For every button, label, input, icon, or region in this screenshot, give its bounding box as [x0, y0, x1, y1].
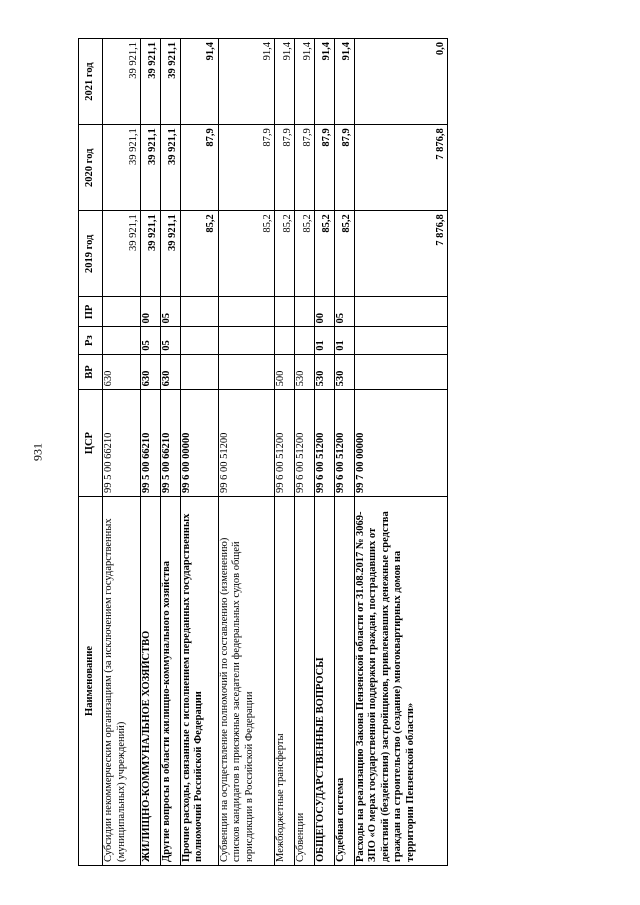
row-2020-cell: 87,9: [334, 125, 354, 211]
table-row: [218, 39, 275, 866]
row-2019-cell: 85,2: [295, 211, 315, 297]
row-rz-cell: 01: [334, 327, 354, 354]
row-vr-cell: 530: [334, 354, 354, 390]
rotated-table-container: [78, 38, 448, 866]
table-row: [160, 39, 180, 866]
row-2020-cell: 39 921,1: [103, 125, 141, 211]
row-2021-cell: 39 921,1: [160, 39, 180, 125]
header-rz: Рз: [79, 327, 103, 354]
row-vr-cell: [218, 354, 275, 390]
row-name-cell: ОБЩЕГОСУДАРСТВЕННЫЕ ВОПРОСЫ: [315, 496, 335, 865]
row-pr-cell: [354, 297, 447, 327]
row-2020-cell: 87,9: [295, 125, 315, 211]
row-pr-cell: 05: [334, 297, 354, 327]
row-csr-cell: 99 6 00 00000: [180, 390, 218, 497]
row-2019-cell: 39 921,1: [103, 211, 141, 297]
row-rz-cell: 05: [141, 327, 161, 354]
row-2021-cell: 0,0: [354, 39, 447, 125]
row-pr-cell: [103, 297, 141, 327]
table-row: [141, 39, 161, 866]
row-rz-cell: [295, 327, 315, 354]
row-name-cell: ЖИЛИЩНО-КОММУНАЛЬНОЕ ХОЗЯЙСТВО: [141, 496, 161, 865]
row-name-cell: Судебная система: [334, 496, 354, 865]
row-pr-cell: 00: [315, 297, 335, 327]
row-2019-cell: 85,2: [218, 211, 275, 297]
row-vr-cell: 500: [275, 354, 295, 390]
row-2020-cell: 39 921,1: [141, 125, 161, 211]
row-csr-cell: 99 5 00 66210: [160, 390, 180, 497]
page-number: 931: [30, 443, 45, 461]
row-name-cell: Расходы на реализацию Закона Пензенской области от 31.08.2017 № 3069-ЗПО «О мерах государственной поддержки граждан, пострадавших от действий (бездействия) застройщиков, привлекавших денежные средства граждан на строительство (создание) многоквартирных домов на территории Пензенской области»: [354, 496, 447, 865]
row-csr-cell: 99 5 00 66210: [141, 390, 161, 497]
row-2021-cell: 91,4: [295, 39, 315, 125]
row-vr-cell: 530: [295, 354, 315, 390]
row-pr-cell: [218, 297, 275, 327]
row-csr-cell: 99 6 00 51200: [334, 390, 354, 497]
row-name-cell: Другие вопросы в области жилищно-коммунального хозяйства: [160, 496, 180, 865]
row-2020-cell: 87,9: [315, 125, 335, 211]
row-pr-cell: [180, 297, 218, 327]
budget-table: [78, 38, 448, 866]
row-name-cell: Субвенции на осуществление полномочий по составлению (изменению) списков кандидатов в присяжные заседатели федеральных судов общей юрисдикции в Российской Федерации: [218, 496, 275, 865]
table-row: [103, 39, 141, 866]
row-rz-cell: [180, 327, 218, 354]
row-vr-cell: 630: [103, 354, 141, 390]
row-rz-cell: [103, 327, 141, 354]
row-name-cell: Межбюджетные трансферты: [275, 496, 295, 865]
row-csr-cell: 99 6 00 51200: [315, 390, 335, 497]
table-row: [334, 39, 354, 866]
row-csr-cell: 99 7 00 00000: [354, 390, 447, 497]
row-vr-cell: [180, 354, 218, 390]
row-rz-cell: 05: [160, 327, 180, 354]
row-2021-cell: 91,4: [334, 39, 354, 125]
row-rz-cell: [354, 327, 447, 354]
row-vr-cell: [354, 354, 447, 390]
row-2019-cell: 85,2: [180, 211, 218, 297]
table-row: [354, 39, 447, 866]
row-pr-cell: [275, 297, 295, 327]
row-2019-cell: 39 921,1: [141, 211, 161, 297]
row-2021-cell: 91,4: [315, 39, 335, 125]
row-2020-cell: 87,9: [275, 125, 295, 211]
row-2021-cell: 91,4: [180, 39, 218, 125]
row-rz-cell: [218, 327, 275, 354]
row-vr-cell: 630: [141, 354, 161, 390]
row-2020-cell: 87,9: [180, 125, 218, 211]
row-name-cell: Субсидии некоммерческим организациям (за исключением государственных (муниципальных) учреждений): [103, 496, 141, 865]
row-2020-cell: 7 876,8: [354, 125, 447, 211]
header-2020: 2020 год: [79, 125, 103, 211]
row-csr-cell: 99 6 00 51200: [218, 390, 275, 497]
table-body: [103, 39, 448, 866]
table-row: [275, 39, 295, 866]
header-name: Наименование: [79, 496, 103, 865]
row-2021-cell: 91,4: [218, 39, 275, 125]
row-name-cell: Субвенции: [295, 496, 315, 865]
header-csr: ЦСР: [79, 390, 103, 497]
row-2020-cell: 87,9: [218, 125, 275, 211]
row-vr-cell: 630: [160, 354, 180, 390]
row-2021-cell: 39 921,1: [103, 39, 141, 125]
header-2019: 2019 год: [79, 211, 103, 297]
table-row: [180, 39, 218, 866]
header-row: [79, 39, 103, 866]
row-2019-cell: 7 876,8: [354, 211, 447, 297]
row-vr-cell: 530: [315, 354, 335, 390]
row-2020-cell: 39 921,1: [160, 125, 180, 211]
row-pr-cell: [295, 297, 315, 327]
row-rz-cell: 01: [315, 327, 335, 354]
row-2021-cell: 91,4: [275, 39, 295, 125]
row-2021-cell: 39 921,1: [141, 39, 161, 125]
header-vr: ВР: [79, 354, 103, 390]
row-rz-cell: [275, 327, 295, 354]
row-2019-cell: 85,2: [275, 211, 295, 297]
row-2019-cell: 85,2: [315, 211, 335, 297]
row-name-cell: Прочие расходы, связанные с исполнением переданных государственных полномочий Российской Федерации: [180, 496, 218, 865]
table-row: [295, 39, 315, 866]
table-row: [315, 39, 335, 866]
row-2019-cell: 39 921,1: [160, 211, 180, 297]
row-pr-cell: 05: [160, 297, 180, 327]
row-pr-cell: 00: [141, 297, 161, 327]
header-2021: 2021 год: [79, 39, 103, 125]
row-csr-cell: 99 5 00 66210: [103, 390, 141, 497]
row-csr-cell: 99 6 00 51200: [295, 390, 315, 497]
row-2019-cell: 85,2: [334, 211, 354, 297]
row-csr-cell: 99 6 00 51200: [275, 390, 295, 497]
header-pr: ПР: [79, 297, 103, 327]
